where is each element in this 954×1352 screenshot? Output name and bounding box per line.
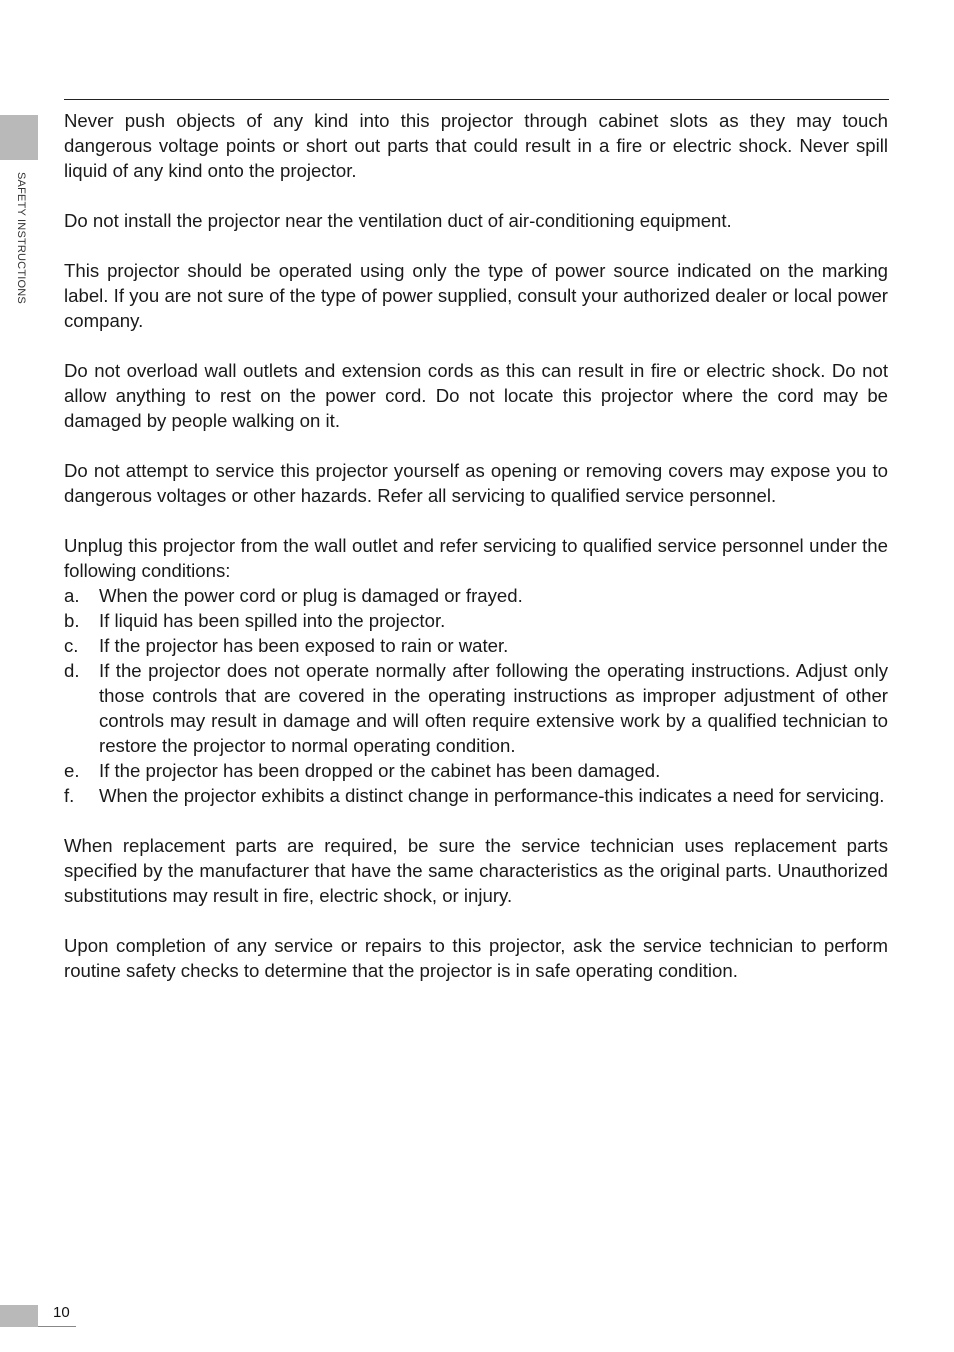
list-item-letter: d. bbox=[64, 660, 80, 681]
page-number: 10 bbox=[53, 1304, 70, 1321]
list-item bbox=[64, 583, 888, 608]
footer-rule bbox=[38, 1326, 76, 1327]
paragraph-service-warning: Do not attempt to service this projector yourself as opening or removing covers may expose you to dangerous voltages or other hazards. Refer all servicing to qualified service personnel. bbox=[64, 460, 888, 506]
footer-tab-marker bbox=[0, 1305, 38, 1327]
section-tab-marker bbox=[0, 115, 38, 160]
list-item-text: When the power cord or plug is damaged or frayed. bbox=[99, 585, 523, 606]
paragraph-safety-checks: Upon completion of any service or repairs to this projector, ask the service technician to perform routine safety checks to determine that the projector is in safe operating condition. bbox=[64, 935, 888, 981]
list-item-letter: c. bbox=[64, 635, 79, 656]
paragraph-overload: Do not overload wall outlets and extension cords as this can result in fire or electric shock. Do not allow anything to rest on the power cord. Do not locate this projector where the cord may be damaged by people walking on it. bbox=[64, 360, 888, 431]
header-rule bbox=[64, 99, 889, 100]
list-item bbox=[64, 758, 888, 783]
list-item-text: If the projector has been exposed to rain or water. bbox=[99, 635, 509, 656]
list-item-text: If the projector has been dropped or the cabinet has been damaged. bbox=[99, 760, 661, 781]
list-item-text: If the projector does not operate normally after following the operating instructions. Adjust only those controls that are covered in the operating instructions as improper adjustment of other controls may result in damage and will often require extensive work by a qualified technician to restore the projector to normal operating condition. bbox=[99, 660, 888, 756]
list-item-letter: e. bbox=[64, 760, 80, 781]
list-item bbox=[64, 658, 888, 758]
paragraph-power-source: This projector should be operated using only the type of power source indicated on the marking label. If you are not sure of the type of power supplied, consult your authorized dealer or local power company. bbox=[64, 260, 888, 331]
paragraph-unplug-intro: Unplug this projector from the wall outlet and refer servicing to qualified service personnel under the following conditions: bbox=[64, 535, 888, 581]
list-item-text: If liquid has been spilled into the projector. bbox=[99, 610, 446, 631]
conditions-list bbox=[64, 583, 888, 808]
list-item-letter: a. bbox=[64, 585, 80, 606]
page-body bbox=[64, 108, 888, 1008]
paragraph-ventilation: Do not install the projector near the ventilation duct of air-conditioning equipment. bbox=[64, 210, 732, 231]
paragraph-objects-liquid: Never push objects of any kind into this projector through cabinet slots as they may touch dangerous voltage points or short out parts that could result in a fire or electric shock. Never spill liquid of any kind onto the projector. bbox=[64, 110, 888, 181]
list-item bbox=[64, 783, 888, 808]
section-side-label: SAFETY INSTRUCTIONS bbox=[15, 172, 27, 304]
list-item-letter: b. bbox=[64, 610, 80, 631]
list-item bbox=[64, 633, 888, 658]
list-item-text: When the projector exhibits a distinct change in performance-this indicates a need for servicing. bbox=[99, 785, 885, 806]
list-item bbox=[64, 608, 888, 633]
list-item-letter: f. bbox=[64, 785, 75, 806]
paragraph-replacement-parts: When replacement parts are required, be sure the service technician uses replacement parts specified by the manufacturer that have the same characteristics as the original parts. Unauthorized substitutions may result in fire, electric shock, or injury. bbox=[64, 835, 888, 906]
